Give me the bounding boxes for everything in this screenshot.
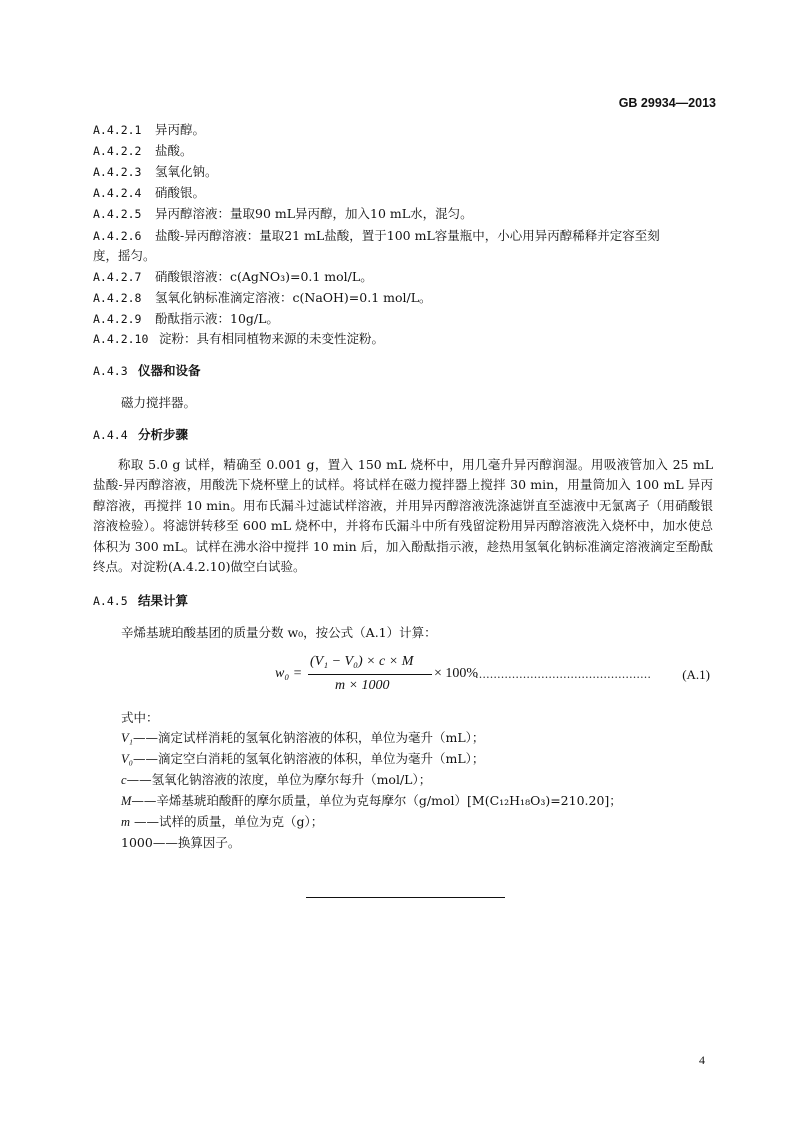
list-item bbox=[93, 268, 373, 286]
clause-number: A.4.2.4 bbox=[93, 186, 142, 200]
variable-definition bbox=[121, 729, 484, 747]
section-title: 仪器和设备 bbox=[138, 364, 201, 378]
formula-percent: × 100% bbox=[434, 666, 479, 681]
variable-description: ——试样的质量，单位为克（g）； bbox=[130, 814, 324, 829]
clause-text: 酚酞指示液：10g/L。 bbox=[155, 311, 279, 326]
list-item-continuation bbox=[93, 247, 156, 265]
list-item bbox=[93, 142, 193, 160]
clause-text: 氢氧化钠。 bbox=[155, 164, 218, 179]
procedure-paragraph bbox=[93, 455, 713, 577]
clause-number: A.4.2.10 bbox=[93, 332, 149, 346]
variable-symbol: m bbox=[121, 815, 131, 829]
list-item bbox=[93, 310, 279, 328]
clause-text: 淀粉：具有相同植物来源的未变性淀粉。 bbox=[159, 331, 385, 346]
formula-leader-dots: ………………………………………… bbox=[475, 668, 651, 681]
section-body: 磁力搅拌器。 bbox=[121, 395, 197, 410]
clause-number: A.4.2.1 bbox=[93, 123, 142, 137]
variable-definition bbox=[121, 771, 431, 789]
section-number: A.4.3 bbox=[93, 364, 128, 378]
formula-lhs: w₀ = bbox=[275, 666, 303, 681]
formula-a1 bbox=[270, 652, 720, 702]
section-title: 分析步骤 bbox=[138, 428, 189, 442]
clause-number: A.4.2.5 bbox=[93, 207, 142, 221]
variable-description: ——辛烯基琥珀酸酐的摩尔质量，单位为克每摩尔（g/mol）[M(C₁₂H₁₈O₃)=210.20]； bbox=[131, 793, 622, 808]
variable-description: ——滴定空白消耗的氢氧化钠溶液的体积，单位为毫升（mL）； bbox=[132, 751, 485, 766]
formula-number: (A.1) bbox=[682, 667, 710, 682]
clause-text: 硝酸银溶液：c(AgNO₃)=0.1 mol/L。 bbox=[155, 269, 373, 284]
section-heading bbox=[93, 362, 201, 380]
clause-number: A.4.2.9 bbox=[93, 312, 142, 326]
variable-definition bbox=[121, 834, 240, 852]
formula-numerator: (V₁ − V₀) × c × M bbox=[310, 654, 414, 669]
clause-text: 盐酸。 bbox=[155, 143, 193, 158]
formula-intro: 辛烯基琥珀酸基团的质量分数 w₀，按公式（A.1）计算： bbox=[121, 625, 437, 640]
procedure-text: 称取 5.0 g 试样，精确至 0.001 g，置入 150 mL 烧杯中，用几毫升异丙醇润湿。用吸液管加入 25 mL 盐酸-异丙醇溶液，用酸洗下烧杯壁上的试样。将试样在磁力搅拌器上搅拌 30 min，用量筒加入 100 mL 异丙醇溶液，再搅拌 10 min。用布氏漏斗过滤试样溶液，并用异丙醇溶液洗涤滤饼直至滤液中无氯离子（用硝酸银溶液检验）。将滤饼转移至 600 mL 烧杯中，并将布氏漏斗中所有残留淀粉用异丙醇溶液洗入烧杯中，加水使总体积为 300 mL。试样在沸水浴中搅拌 10 min 后，加入酚酞指示液，趁热用氢氧化钠标准滴定溶液滴定至酚酞终点。对淀粉(A.4.2.10)做空白试验。 bbox=[93, 457, 713, 575]
variable-symbol: 1000 bbox=[121, 835, 153, 850]
list-item bbox=[93, 184, 205, 202]
clause-number: A.4.2.6 bbox=[93, 229, 142, 243]
variable-definition bbox=[121, 792, 622, 810]
clause-number: A.4.2.3 bbox=[93, 165, 142, 179]
list-item bbox=[93, 121, 205, 139]
list-item bbox=[93, 289, 432, 307]
variable-definition bbox=[121, 813, 323, 831]
variable-symbol: c bbox=[121, 773, 127, 787]
list-item bbox=[93, 227, 660, 245]
list-item bbox=[93, 205, 473, 223]
section-heading bbox=[93, 592, 188, 610]
page-number: 4 bbox=[699, 1053, 705, 1067]
section-title: 结果计算 bbox=[138, 594, 189, 608]
variable-symbol: V₁ bbox=[121, 731, 133, 745]
clause-text: 盐酸-异丙醇溶液：量取21 mL盐酸，置于100 mL容量瓶中，小心用异丙醇稀释并定容至刻 bbox=[155, 228, 660, 243]
fraction-bar bbox=[308, 674, 432, 675]
standard-number: GB 29934—2013 bbox=[618, 96, 716, 110]
clause-number: A.4.2.7 bbox=[93, 270, 142, 284]
variable-symbol: V₀ bbox=[121, 752, 133, 766]
section-number: A.4.5 bbox=[93, 594, 128, 608]
list-item bbox=[93, 330, 384, 348]
where-label: 式中： bbox=[121, 710, 159, 725]
section-number: A.4.4 bbox=[93, 428, 128, 442]
clause-text: 氢氧化钠标准滴定溶液：c(NaOH)=0.1 mol/L。 bbox=[155, 290, 432, 305]
variable-symbol: M bbox=[121, 794, 132, 808]
section-heading bbox=[93, 426, 188, 444]
list-item bbox=[93, 163, 218, 181]
end-rule bbox=[306, 897, 505, 898]
variable-description: ——氢氧化钠溶液的浓度，单位为摩尔每升（mol/L）； bbox=[126, 772, 432, 787]
clause-text: 异丙醇。 bbox=[155, 122, 206, 137]
clause-text: 硝酸银。 bbox=[155, 185, 206, 200]
variable-definition bbox=[121, 750, 484, 768]
clause-text: 异丙醇溶液：量取90 mL异丙醇，加入10 mL水，混匀。 bbox=[155, 206, 473, 221]
variable-description: ——换算因子。 bbox=[152, 835, 241, 850]
clause-text: 度，摇匀。 bbox=[93, 248, 156, 263]
variable-description: ——滴定试样消耗的氢氧化钠溶液的体积，单位为毫升（mL）； bbox=[132, 730, 485, 745]
clause-number: A.4.2.8 bbox=[93, 291, 142, 305]
clause-number: A.4.2.2 bbox=[93, 144, 142, 158]
formula-denominator: m × 1000 bbox=[335, 678, 390, 693]
